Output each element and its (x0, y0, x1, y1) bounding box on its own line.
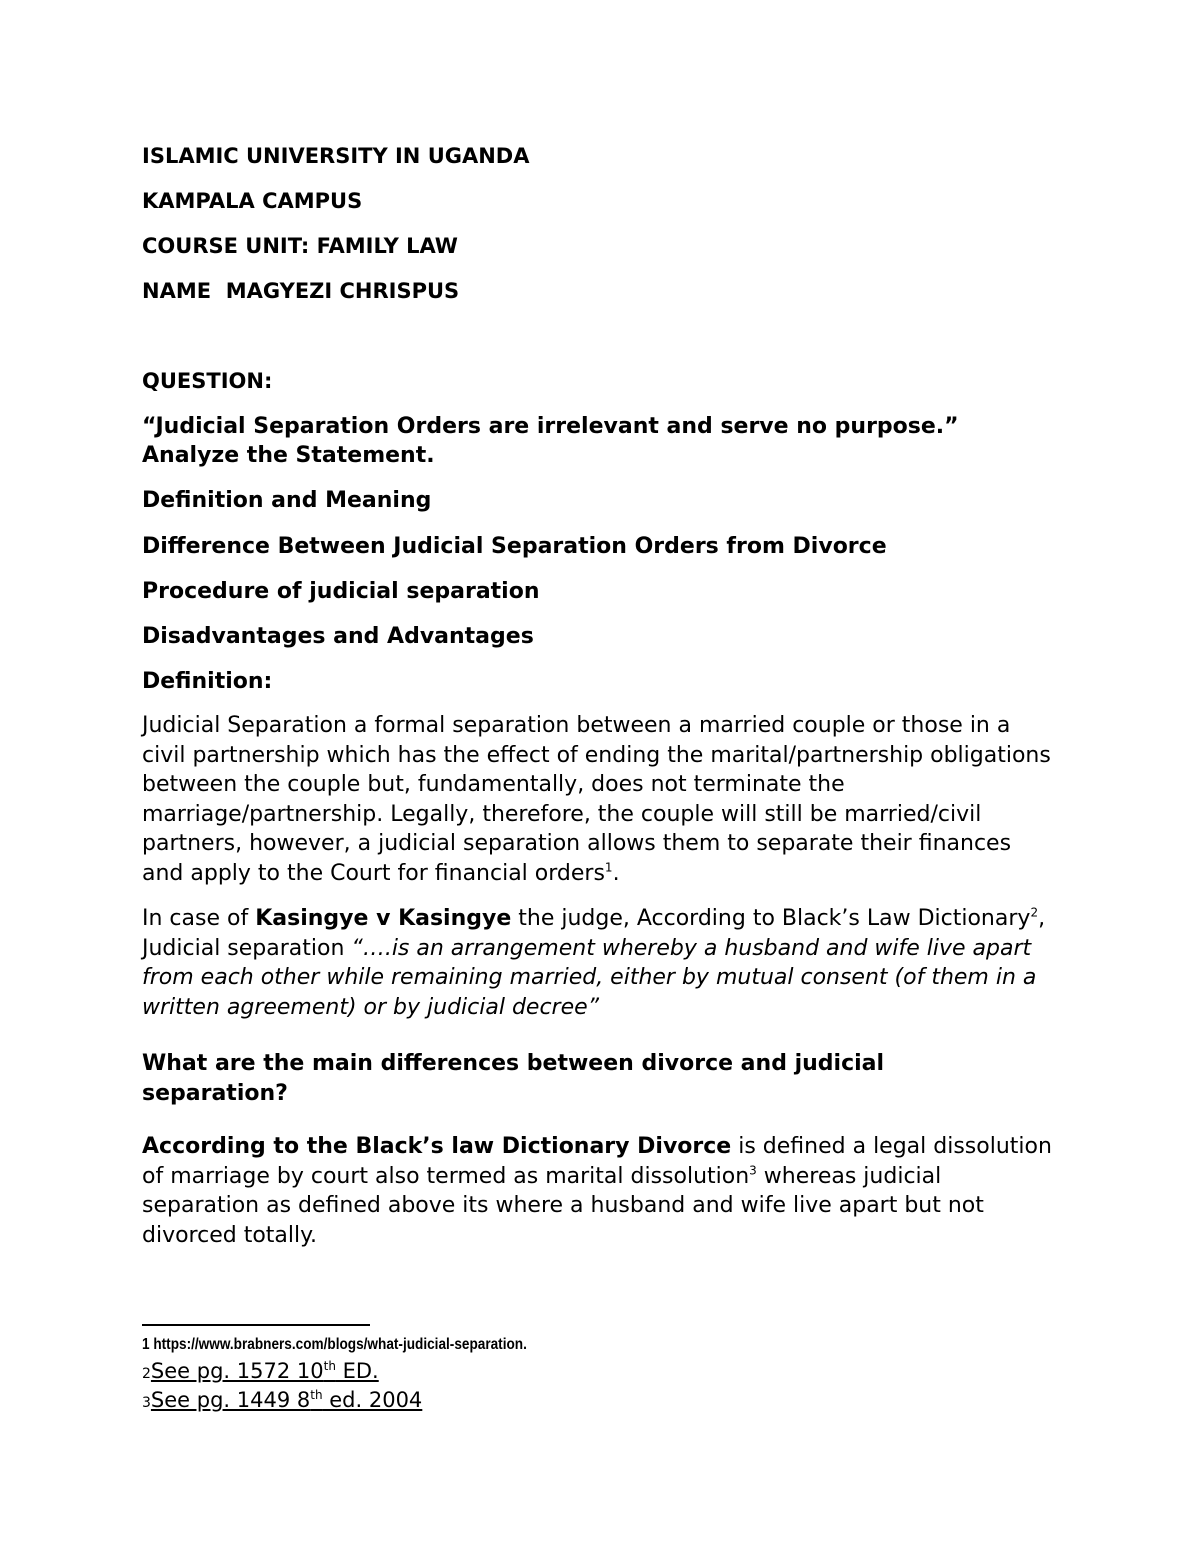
footnote-1[interactable]: 1 https://www.brabners.com/blogs/what-judicial-separation. (142, 1336, 527, 1353)
differences-text: is defined a legal dissolution of marriage by court also termed as marital dissolution (142, 1134, 1052, 1189)
student-name: NAME MAGYEZI CHRISPUS (142, 279, 460, 303)
definition-end: . (612, 860, 620, 886)
case-paragraph (142, 904, 1057, 1022)
course-unit: COURSE UNIT: FAMILY LAW (142, 234, 458, 258)
definition-paragraph (142, 711, 1057, 889)
footnote-ref-1[interactable]: 1 (604, 860, 613, 875)
footnote-ref-3[interactable]: 3 (749, 1163, 757, 1178)
differences-heading: What are the main differences between divorce and judicial separation? (142, 1051, 885, 1106)
differences-lead: According to the Black’s law Dictionary Divorce (142, 1134, 732, 1159)
differences-paragraph (142, 1132, 1057, 1250)
definition-text: Judicial Separation a formal separation between a married couple or those in a civil partnership which has the effect of ending the marital/partnership obligations between the couple but, fundamentally, does not terminate the marriage/partnership. Legally, therefore, the couple will still be married/civil partners, however, a judicial separation allows them to separate their finances and apply to the Court for financial orders (142, 713, 1051, 886)
case-quote: “….is an arrangement whereby a husband and wife live apart from each other while remaining married, either by mutual consent (of them in a written agreement) or by judicial decree” (142, 935, 1037, 1020)
footnote-ref-2[interactable]: 2 (1030, 905, 1039, 920)
footnote-3 (142, 1388, 422, 1412)
university-name: ISLAMIC UNIVERSITY IN UGANDA (142, 144, 530, 168)
case-text-2: , Judicial separation (142, 906, 1046, 961)
case-intro: In case of (142, 906, 256, 931)
campus-name: KAMPALA CAMPUS (142, 189, 363, 213)
footnote-2 (142, 1359, 379, 1383)
outline-item: Procedure of judicial separation (142, 579, 540, 604)
footnote-separator (142, 1324, 370, 1326)
definition-heading: Definition: (142, 669, 273, 694)
question-statement: “Judicial Separation Orders are irrelevant and serve no purpose.” Analyze the Statement. (142, 414, 959, 468)
question-label: QUESTION: (142, 369, 273, 393)
footnote-2-link[interactable]: See pg. 1572 10th ED. (150, 1359, 379, 1383)
footnote-3-link[interactable]: See pg. 1449 8th ed. 2004 (150, 1388, 423, 1412)
differences-text-2: whereas judicial separation as defined above its where a husband and wife live apart but not divorced totally. (142, 1163, 984, 1248)
outline-item: Disadvantages and Advantages (142, 624, 534, 649)
outline-item: Definition and Meaning (142, 488, 432, 513)
footnote-3-number: 3 (142, 1395, 151, 1411)
case-text: the judge, According to Black’s Law Dictionary (511, 906, 1031, 931)
footnote-2-number: 2 (142, 1366, 151, 1382)
outline-item: Difference Between Judicial Separation Orders from Divorce (142, 534, 887, 559)
case-name: Kasingye v Kasingye (255, 906, 512, 931)
